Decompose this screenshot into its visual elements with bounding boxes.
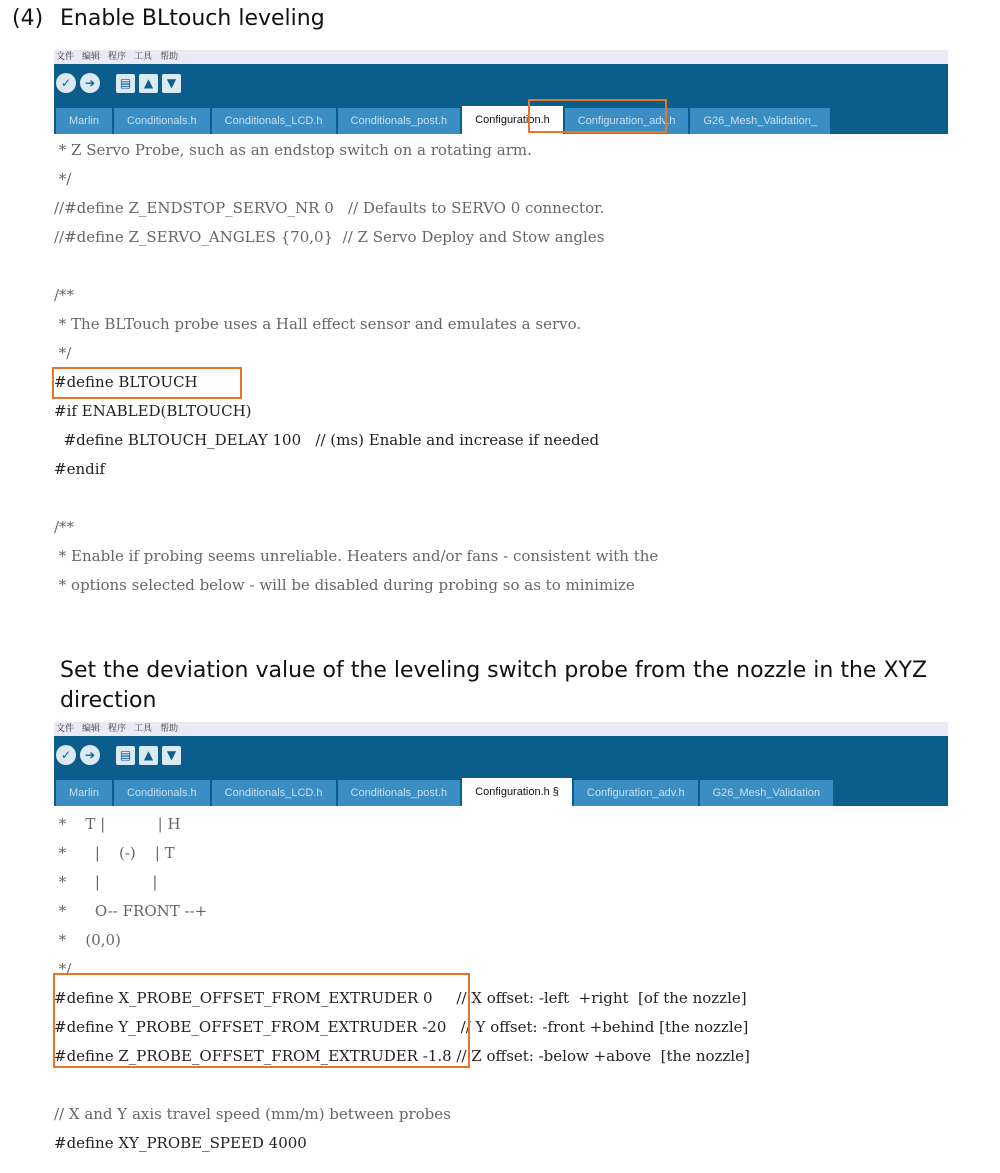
code-line: * | | <box>54 873 158 891</box>
file-tabs <box>54 102 948 134</box>
code-line: */ <box>54 170 72 188</box>
new-file-icon[interactable]: ▤ <box>116 74 135 93</box>
code-line: #define BLTOUCH_DELAY 100 // (ms) Enable and increase if needed <box>54 431 600 449</box>
code-line: * O-- FRONT --+ <box>54 902 208 920</box>
open-icon[interactable]: ▲ <box>139 746 158 765</box>
step-5-title: Set the deviation value of the leveling switch probe from the nozzle in the XYZ direction <box>60 658 928 713</box>
arduino-ide-window-5 <box>54 722 948 1162</box>
code-line: */ <box>54 344 72 362</box>
menu-edit[interactable]: 编辑 <box>82 52 101 62</box>
upload-icon[interactable]: ➔ <box>80 73 100 93</box>
verify-icon[interactable]: ✓ <box>56 73 76 93</box>
tab-configuration-h[interactable]: Configuration.h <box>462 106 563 134</box>
menu-tools[interactable]: 工具 <box>134 724 153 734</box>
code-line: * Z Servo Probe, such as an endstop switch on a rotating arm. <box>54 141 532 159</box>
code-line <box>54 1071 948 1100</box>
save-icon[interactable]: ▼ <box>162 74 181 93</box>
code-line: * options selected below - will be disabled during probing so as to minimize <box>54 576 635 594</box>
menu-help[interactable]: 帮助 <box>160 52 179 62</box>
tab-conditionals-post-h[interactable]: Conditionals_post.h <box>338 780 461 806</box>
tab-marlin[interactable]: Marlin <box>56 108 112 134</box>
tab-configuration-h[interactable]: Configuration.h § <box>462 778 572 806</box>
code-line: #define Y_PROBE_OFFSET_FROM_EXTRUDER -20 // Y offset: -front +behind [the nozzle] <box>54 1018 749 1036</box>
code-line: #if ENABLED(BLTOUCH) <box>54 402 252 420</box>
save-icon[interactable]: ▼ <box>162 746 181 765</box>
code-line <box>54 252 948 281</box>
code-line: * The BLTouch probe uses a Hall effect sensor and emulates a servo. <box>54 315 582 333</box>
tab-marlin[interactable]: Marlin <box>56 780 112 806</box>
code-line: #define XY_PROBE_SPEED 4000 <box>54 1134 307 1152</box>
menu-bar <box>54 722 948 736</box>
step-4-number: (4) <box>12 6 44 31</box>
menu-bar <box>54 50 948 64</box>
code-line: #define BLTOUCH <box>54 373 198 391</box>
upload-icon[interactable]: ➔ <box>80 745 100 765</box>
code-line: */ <box>54 960 72 978</box>
code-line: //#define Z_SERVO_ANGLES {70,0} // Z Servo Deploy and Stow angles <box>54 228 605 246</box>
menu-tools[interactable]: 工具 <box>134 52 153 62</box>
toolbar <box>54 736 948 774</box>
code-line: // X and Y axis travel speed (mm/m) between probes <box>54 1105 451 1123</box>
tab-conditionals-h[interactable]: Conditionals.h <box>114 108 210 134</box>
code-line <box>54 484 948 513</box>
tab-configuration-adv-h[interactable]: Configuration_adv.h <box>574 780 698 806</box>
arduino-ide-window-4 <box>54 50 948 600</box>
code-line: /** <box>54 286 75 304</box>
file-tabs <box>54 774 948 806</box>
code-editor[interactable] <box>54 134 948 600</box>
code-line: /** <box>54 518 75 536</box>
menu-sketch[interactable]: 程序 <box>108 724 127 734</box>
code-line: * | (-) | T <box>54 844 175 862</box>
code-line: #define Z_PROBE_OFFSET_FROM_EXTRUDER -1.8 // Z offset: -below +above [the nozzle] <box>54 1047 750 1065</box>
tab-conditionals-lcd-h[interactable]: Conditionals_LCD.h <box>212 780 336 806</box>
code-line: #define X_PROBE_OFFSET_FROM_EXTRUDER 0 // X offset: -left +right [of the nozzle] <box>54 989 747 1007</box>
toolbar <box>54 64 948 102</box>
verify-icon[interactable]: ✓ <box>56 745 76 765</box>
menu-sketch[interactable]: 程序 <box>108 52 127 62</box>
step-4-title: Enable BLtouch leveling <box>60 6 325 31</box>
tab-configuration-adv-h[interactable]: Configuration_adv.h <box>565 108 689 134</box>
code-line: //#define Z_ENDSTOP_SERVO_NR 0 // Defaults to SERVO 0 connector. <box>54 199 605 217</box>
step-5-number <box>12 656 60 686</box>
step-4-heading <box>12 4 325 34</box>
menu-file[interactable]: 文件 <box>56 724 75 734</box>
tab-conditionals-h[interactable]: Conditionals.h <box>114 780 210 806</box>
code-line: * Enable if probing seems unreliable. Heaters and/or fans - consistent with the <box>54 547 659 565</box>
tab-g26-mesh-validation[interactable]: G26_Mesh_Validation_ <box>690 108 830 134</box>
menu-help[interactable]: 帮助 <box>160 724 179 734</box>
tab-conditionals-post-h[interactable]: Conditionals_post.h <box>338 108 461 134</box>
open-icon[interactable]: ▲ <box>139 74 158 93</box>
tab-g26-mesh-validation[interactable]: G26_Mesh_Validation <box>700 780 833 806</box>
code-editor[interactable] <box>54 806 948 1158</box>
menu-file[interactable]: 文件 <box>56 52 75 62</box>
menu-edit[interactable]: 编辑 <box>82 724 101 734</box>
step-5-heading <box>12 656 952 716</box>
new-file-icon[interactable]: ▤ <box>116 746 135 765</box>
code-line: * (0,0) <box>54 931 121 949</box>
code-line: #endif <box>54 460 106 478</box>
tab-conditionals-lcd-h[interactable]: Conditionals_LCD.h <box>212 108 336 134</box>
code-line: * T | | H <box>54 815 181 833</box>
